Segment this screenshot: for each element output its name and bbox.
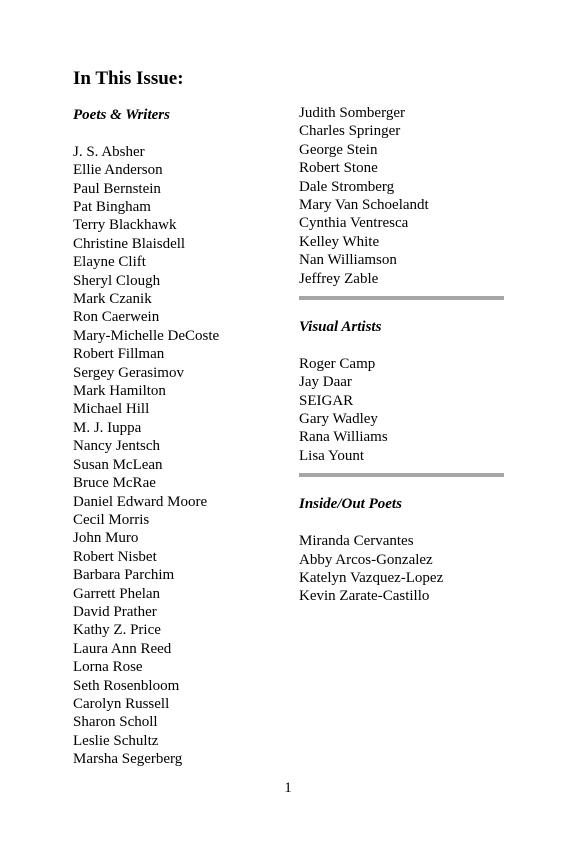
contributor-name: Mary-Michelle DeCoste <box>73 327 220 344</box>
contributor-name: SEIGAR <box>299 392 354 409</box>
contributor-name: Bruce McRae <box>73 475 156 492</box>
contributor-name: Gary Wadley <box>299 411 378 428</box>
contributor-name: Mary Van Schoelandt <box>299 197 429 214</box>
right-column <box>299 104 504 606</box>
contributor-name: Sergey Gerasimov <box>73 364 184 381</box>
contributor-name: Katelyn Vazquez-Lopez <box>299 569 444 586</box>
contributor-name: Ellie Anderson <box>73 162 163 179</box>
contributor-name: George Stein <box>299 141 378 158</box>
contributor-name: Carolyn Russell <box>73 695 170 712</box>
left-column <box>73 106 283 769</box>
poets-writers-list-continued <box>299 104 504 288</box>
contributor-name: John Muro <box>73 530 139 547</box>
contributor-name: Garrett Phelan <box>73 585 161 602</box>
contributor-name: Pat Bingham <box>73 199 151 216</box>
contributor-name: Dale Stromberg <box>299 178 395 195</box>
poets-writers-list <box>73 143 283 769</box>
contributor-name: Cecil Morris <box>73 511 150 528</box>
contributor-name: Laura Ann Reed <box>73 640 172 657</box>
inside-out-poets-heading: Inside/Out Poets <box>299 496 402 513</box>
contributor-name: Paul Bernstein <box>73 180 161 197</box>
contributor-name: Miranda Cervantes <box>299 533 414 550</box>
inside-out-poets-list <box>299 532 504 606</box>
contributor-name: Kevin Zarate-Castillo <box>299 588 430 605</box>
page-title: In This Issue: <box>73 68 184 89</box>
contributor-name: Elayne Clift <box>73 254 146 271</box>
contributor-name: Terry Blackhawk <box>73 217 177 234</box>
contributor-name: Jeffrey Zable <box>299 270 379 287</box>
contributor-name: Charles Springer <box>299 123 401 140</box>
contributor-name: Kelley White <box>299 233 380 250</box>
contributor-name: Mark Hamilton <box>73 383 166 400</box>
contributor-name: Robert Fillman <box>73 346 165 363</box>
contributor-name: Susan McLean <box>73 456 163 473</box>
poets-writers-heading: Poets & Writers <box>73 107 170 123</box>
contributor-name: Abby Arcos-Gonzalez <box>299 551 433 568</box>
visual-artists-heading: Visual Artists <box>299 319 382 336</box>
contributor-name: Leslie Schultz <box>73 732 159 749</box>
contributor-name: Rana Williams <box>299 429 388 446</box>
contributor-name: Robert Nisbet <box>73 548 157 565</box>
contributor-name: Nan Williamson <box>299 252 397 269</box>
contributor-name: M. J. Iuppa <box>73 419 142 436</box>
contributor-name: Robert Stone <box>299 160 378 177</box>
contributor-name: Sharon Scholl <box>73 714 158 731</box>
contributor-name: David Prather <box>73 603 157 620</box>
page-number: 1 <box>284 780 292 796</box>
contributor-name: Michael Hill <box>73 401 150 418</box>
contributor-name: Marsha Segerberg <box>73 751 183 768</box>
contributor-name: Cynthia Ventresca <box>299 215 409 232</box>
contributor-name: Lorna Rose <box>73 659 143 676</box>
contributor-name: Daniel Edward Moore <box>73 493 208 510</box>
contributor-name: Seth Rosenbloom <box>73 677 180 694</box>
contributor-name: Judith Somberger <box>299 105 405 121</box>
section-divider <box>299 473 504 477</box>
visual-artists-list <box>299 355 504 465</box>
contributor-name: Barbara Parchim <box>73 567 175 584</box>
contributor-name: Roger Camp <box>299 355 376 372</box>
contributor-name: Christine Blaisdell <box>73 235 186 252</box>
contributor-name: J. S. Absher <box>73 143 145 160</box>
contributor-name: Ron Caerwein <box>73 309 160 326</box>
section-divider <box>299 296 504 300</box>
contributor-name: Kathy Z. Price <box>73 622 161 639</box>
contributor-name: Mark Czanik <box>73 291 152 308</box>
contributor-name: Lisa Yount <box>299 447 365 464</box>
contributor-name: Nancy Jentsch <box>73 438 161 455</box>
contributor-name: Jay Daar <box>299 374 352 391</box>
contributor-name: Sheryl Clough <box>73 272 161 289</box>
